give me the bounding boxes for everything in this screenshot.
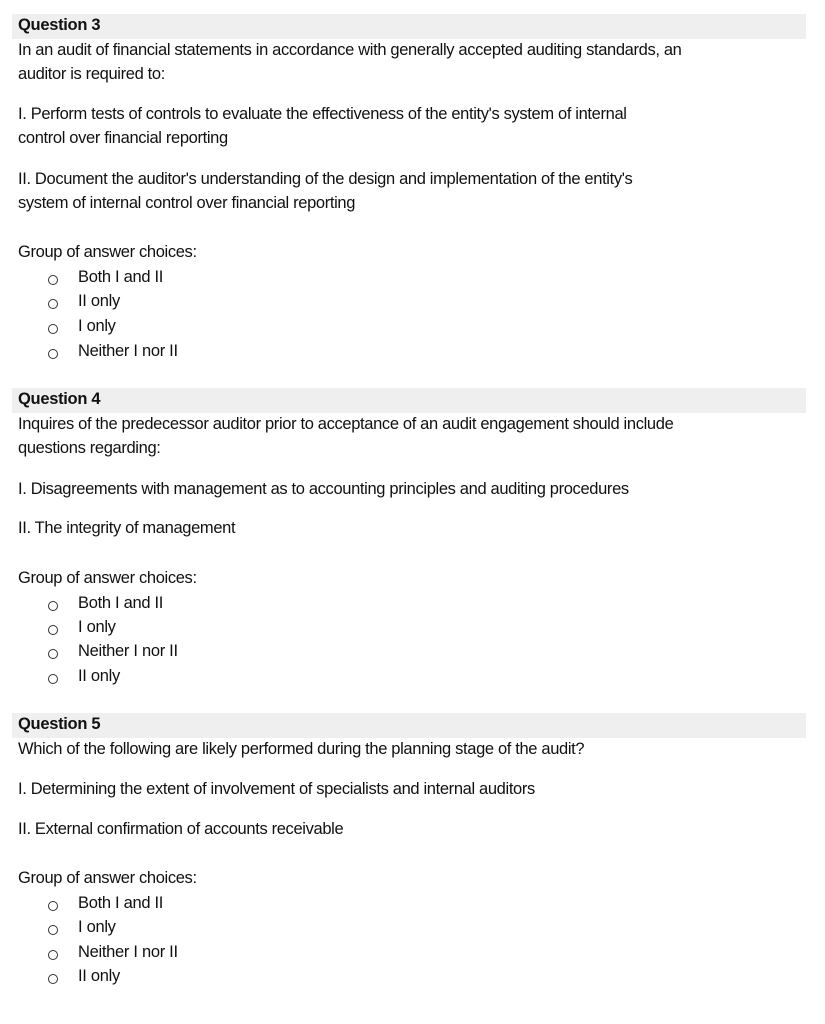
question-5-title: Question 5 <box>18 715 101 733</box>
radio-icon[interactable] <box>48 275 58 285</box>
radio-icon[interactable] <box>48 925 58 935</box>
radio-icon[interactable] <box>48 950 58 960</box>
question-5-header-band <box>12 713 806 738</box>
radio-icon[interactable] <box>48 625 58 635</box>
question-5-statement-1: I. Determining the extent of involvement of specialists and internal auditors <box>18 780 535 798</box>
radio-icon[interactable] <box>48 299 58 309</box>
radio-icon[interactable] <box>48 349 58 359</box>
radio-icon[interactable] <box>48 901 58 911</box>
radio-icon[interactable] <box>48 649 58 659</box>
question-4-statement-1: I. Disagreements with management as to accounting principles and auditing procedures <box>18 480 629 498</box>
question-4-stem-line-2: questions regarding: <box>18 439 161 457</box>
radio-icon[interactable] <box>48 974 58 984</box>
question-3-stem-line-2: auditor is required to: <box>18 65 165 83</box>
question-4-group-label: Group of answer choices: <box>18 569 197 587</box>
question-4-stem-line-1: Inquires of the predecessor auditor prior to acceptance of an audit engagement should include <box>18 415 674 433</box>
question-3-statement-2-line-1: II. Document the auditor's understanding of the design and implementation of the entity's <box>18 170 633 188</box>
question-3-stem-line-1: In an audit of financial statements in accordance with generally accepted auditing standards, an <box>18 41 682 59</box>
radio-icon[interactable] <box>48 674 58 684</box>
question-5-statement-2: II. External confirmation of accounts receivable <box>18 820 344 838</box>
radio-icon[interactable] <box>48 324 58 334</box>
question-3-title: Question 3 <box>18 16 101 34</box>
question-3-statement-2-line-2: system of internal control over financial reporting <box>18 194 356 212</box>
question-3-statement-1-line-1: I. Perform tests of controls to evaluate the effectiveness of the entity's system of internal <box>18 105 627 123</box>
radio-icon[interactable] <box>48 601 58 611</box>
question-3-statement-1-line-2: control over financial reporting <box>18 129 228 147</box>
question-4-header-band <box>12 388 806 413</box>
question-4-statement-2: II. The integrity of management <box>18 519 236 537</box>
question-3-header-band <box>12 14 806 39</box>
question-5-group-label: Group of answer choices: <box>18 869 197 887</box>
question-5-stem-line-1: Which of the following are likely performed during the planning stage of the audit? <box>18 740 585 758</box>
question-4-title: Question 4 <box>18 390 101 408</box>
question-3-group-label: Group of answer choices: <box>18 243 197 261</box>
